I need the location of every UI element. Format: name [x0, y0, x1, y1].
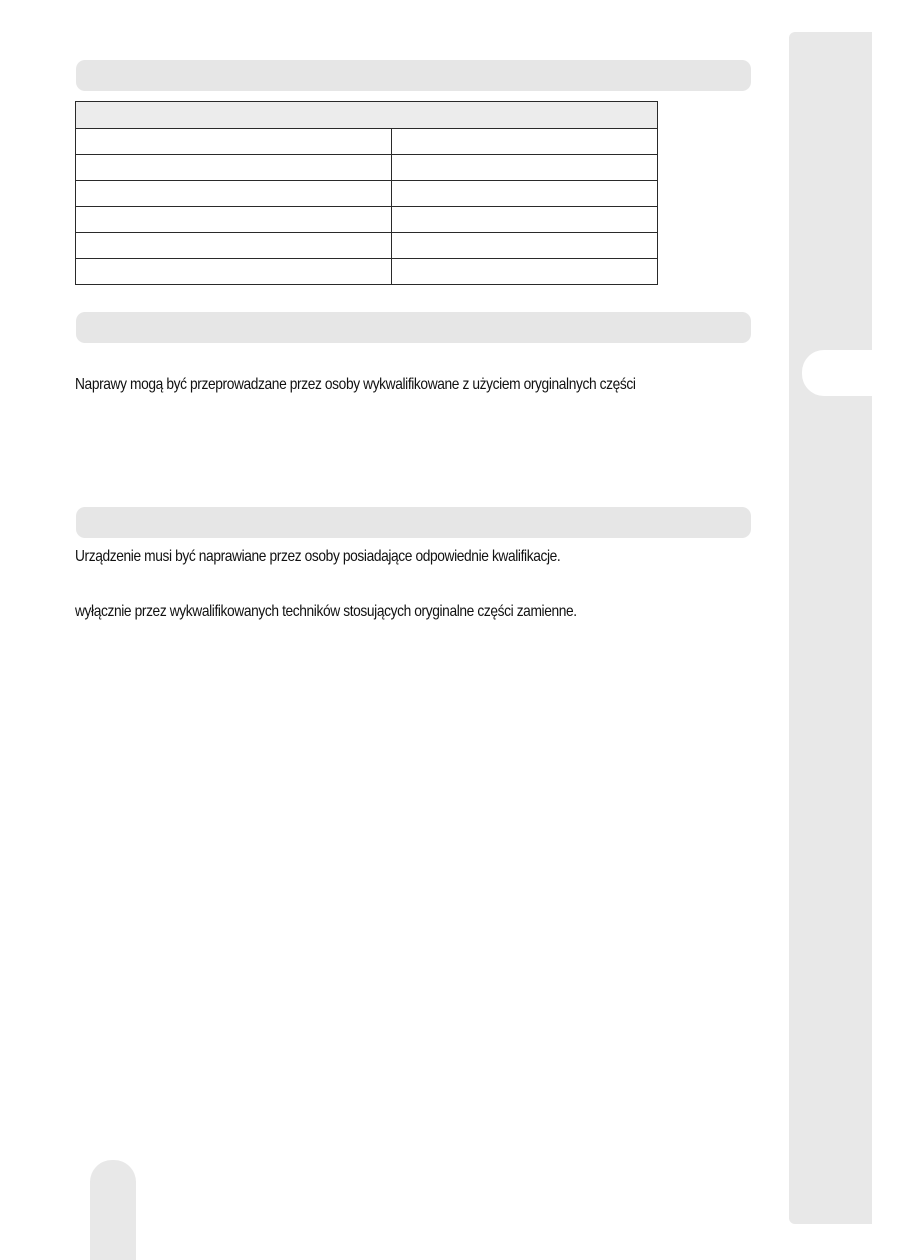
service-paragraph-line-2: wyłącznie przez wykwalifikowanych techników stosujących oryginalne części zamienne. — [75, 603, 577, 620]
repair-paragraph: Naprawy mogą być przeprowadzane przez osoby wykwalifikowane z użyciem oryginalnych części — [75, 376, 636, 393]
table-cell-value — [392, 181, 658, 207]
table-cell-value — [392, 207, 658, 233]
table-cell-label — [76, 207, 392, 233]
section-header-bar-specifications — [76, 60, 751, 91]
chapter-tab-marker — [802, 350, 897, 396]
table-row — [76, 181, 658, 207]
page-number-tab — [90, 1160, 136, 1260]
section-header-bar-repairs — [76, 312, 751, 343]
table-row — [76, 207, 658, 233]
section-header-bar-service — [76, 507, 751, 538]
table-row — [76, 129, 658, 155]
table-cell-label — [76, 155, 392, 181]
table-row — [76, 155, 658, 181]
table-cell-label — [76, 233, 392, 259]
table-header-row — [76, 102, 658, 129]
table-row — [76, 259, 658, 285]
specifications-table — [75, 101, 658, 285]
table-cell-value — [392, 233, 658, 259]
service-paragraph-line-1: Urządzenie musi być naprawiane przez osoby posiadające odpowiednie kwalifikacje. — [75, 548, 561, 565]
side-margin-band — [789, 32, 872, 1224]
table-cell-label — [76, 129, 392, 155]
table-cell-value — [392, 259, 658, 285]
table-cell-label — [76, 259, 392, 285]
table-cell-label — [76, 181, 392, 207]
table-cell-value — [392, 155, 658, 181]
table-row — [76, 233, 658, 259]
table-header-cell — [76, 102, 658, 129]
table-cell-value — [392, 129, 658, 155]
